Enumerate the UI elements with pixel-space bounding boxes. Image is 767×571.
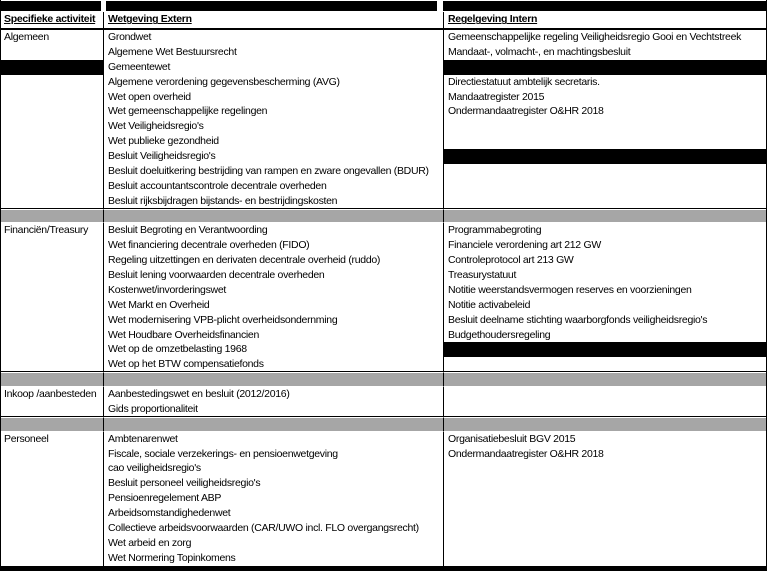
table-row [1,313,766,328]
intern-cell [443,372,766,387]
activity-cell [1,447,103,462]
extern-cell: Ambtenarenwet [103,432,443,447]
extern-cell: Arbeidsomstandighedenwet [103,506,443,521]
table-row [1,75,766,90]
intern-cell: Gemeenschappelijke regeling Veiligheidsregio Gooi en Vechtstreek [443,30,766,45]
activity-cell [1,313,103,328]
table-row [1,357,766,372]
table-row [1,447,766,462]
extern-cell: Besluit doeluitkering bestrijding van rampen en zware ongevallen (BDUR) [103,164,443,179]
top-black-bar [1,0,766,12]
extern-cell: Wet gemeenschappelijke regelingen [103,104,443,119]
table-row [1,551,766,566]
extern-cell: Kostenwet/invorderingswet [103,283,443,298]
activity-cell [1,506,103,521]
intern-cell [443,521,766,536]
intern-cell [443,506,766,521]
activity-cell [1,134,103,149]
activity-cell [1,372,103,387]
activity-cell: Algemeen [4,31,49,43]
table-row [1,268,766,283]
table-row [1,432,766,447]
intern-cell [443,60,766,75]
activity-cell [1,104,103,119]
top-bar-segment-activity [1,1,101,11]
intern-cell [443,417,766,432]
table-row [1,387,766,402]
activity-cell [1,60,103,75]
activity-cell [1,238,103,253]
activity-cell [1,357,103,371]
table-row [1,476,766,491]
intern-cell: Notitie weerstandsvermogen reserves en voorzieningen [443,283,766,298]
intern-cell [443,476,766,491]
extern-cell: Wet modernisering VPB-plicht overheidsondernming [103,313,443,328]
table-row [1,506,766,521]
intern-cell [443,402,766,416]
extern-cell [103,209,443,224]
activity-cell [1,298,103,313]
intern-cell: Notitie activabeleid [443,298,766,313]
activity-cell [1,461,103,476]
activity-cell [1,342,103,357]
activity-cell [1,149,103,164]
intern-cell [443,357,766,371]
activity-cell [1,90,103,105]
extern-cell: Besluit personeel veiligheidsregio's [103,476,443,491]
table-row [1,461,766,476]
top-bar-segment-extern [106,1,437,11]
activity-cell [1,119,103,134]
extern-cell: Wet Houdbare Overheidsfinancien [103,328,443,343]
intern-cell: Mandaat-, volmacht-, en machtingsbesluit [443,45,766,60]
intern-cell: Ondermandaatregister O&HR 2018 [443,104,766,119]
intern-cell [443,194,766,208]
activity-cell [1,253,103,268]
extern-cell: Regeling uitzettingen en derivaten decentrale overheid (ruddo) [103,253,443,268]
intern-cell: Treasurystatuut [443,268,766,283]
extern-cell: cao veiligheidsregio's [103,461,443,476]
activity-cell: Personeel [4,432,49,445]
activity-cell [1,402,103,416]
extern-cell: Besluit rijksbijdragen bijstands- en bestrijdingskosten [103,194,443,208]
bottom-black-bar [1,566,766,571]
intern-cell [443,461,766,476]
table-row [1,342,766,357]
intern-cell: Controleprotocol art 213 GW [443,253,766,268]
intern-cell [443,536,766,551]
table-row [1,179,766,194]
table-body [1,30,766,566]
extern-cell: Gemeentewet [103,60,443,75]
extern-cell: Pensioenregelement ABP [103,491,443,506]
activity-cell [1,194,103,208]
table-row [1,164,766,179]
extern-cell: Aanbestedingswet en besluit (2012/2016) [103,387,443,402]
table-row [1,60,766,75]
activity-cell: Financiën/Treasury [4,224,89,237]
intern-cell [443,387,766,402]
intern-cell [443,134,766,149]
table-row [1,104,766,119]
extern-cell: Wet publieke gezondheid [103,134,443,149]
activity-cell [1,179,103,194]
extern-cell: Wet op de omzetbelasting 1968 [103,342,443,357]
extern-cell: Wet op het BTW compensatiefonds [103,357,443,371]
intern-cell [443,149,766,164]
intern-cell: Mandaatregister 2015 [443,90,766,105]
table-row [1,194,766,209]
intern-cell: Organisatiebesluit BGV 2015 [443,432,766,447]
intern-cell [443,551,766,566]
intern-cell [443,342,766,357]
activity-cell [1,536,103,551]
activity-cell [1,328,103,343]
section-divider-row [1,372,766,387]
table-row [1,30,766,45]
extern-cell: Besluit accountantscontrole decentrale overheden [103,179,443,194]
table-row [1,298,766,313]
intern-cell [443,119,766,134]
intern-cell: Financiele verordening art 212 GW [443,238,766,253]
extern-cell: Besluit Veiligheidsregio's [103,149,443,164]
table-header-row [1,12,766,30]
table-row [1,328,766,343]
activity-cell [1,417,103,432]
intern-cell: Programmabegroting [443,223,766,238]
table-row [1,283,766,298]
table-row [1,521,766,536]
extern-cell: Wet arbeid en zorg [103,536,443,551]
extern-cell: Algemene Wet Bestuursrecht [103,45,443,60]
intern-cell [443,164,766,179]
extern-cell: Grondwet [103,30,443,45]
table-row [1,149,766,164]
extern-cell: Wet Normering Topinkomens [103,551,443,566]
intern-cell: Ondermandaatregister O&HR 2018 [443,447,766,462]
extern-cell [103,372,443,387]
activity-cell [1,521,103,536]
extern-cell [103,417,443,432]
activity-cell [1,75,103,90]
intern-cell [443,179,766,194]
section-divider-row [1,209,766,224]
column-header-intern: Regelgeving Intern [443,12,766,28]
extern-cell: Fiscale, sociale verzekerings- en pensioenwetgeving [103,447,443,462]
top-bar-segment-intern [443,1,766,11]
column-header-activity: Specifieke activiteit [4,13,96,26]
activity-cell: Inkoop /aanbesteden [4,388,97,400]
extern-cell: Collectieve arbeidsvoorwaarden (CAR/UWO incl. FLO overgangsrecht) [103,521,443,536]
extern-cell: Besluit Begroting en Verantwoording [103,223,443,238]
table-row [1,223,766,238]
activity-cell [1,45,103,60]
intern-cell: Directiestatuut ambtelijk secretaris. [443,75,766,90]
activity-cell [1,268,103,283]
activity-cell [1,491,103,506]
activity-cell [1,476,103,491]
activity-cell [1,164,103,179]
table-row [1,402,766,417]
intern-cell: Besluit deelname stichting waarborgfonds veiligheidsregio's [443,313,766,328]
intern-cell [443,209,766,224]
section-divider-row [1,417,766,432]
activity-cell [1,283,103,298]
table-row [1,238,766,253]
extern-cell: Wet Veiligheidsregio's [103,119,443,134]
activity-cell [1,209,103,224]
table-row [1,536,766,551]
extern-cell: Algemene verordening gegevensbescherming (AVG) [103,75,443,90]
table-row [1,90,766,105]
extern-cell: Wet Markt en Overheid [103,298,443,313]
table-row [1,253,766,268]
table-row [1,491,766,506]
extern-cell: Wet financiering decentrale overheden (FIDO) [103,238,443,253]
extern-cell: Gids proportionaliteit [103,402,443,416]
column-header-extern: Wetgeving Extern [103,12,443,28]
table-row [1,119,766,134]
intern-cell [443,491,766,506]
table-row [1,134,766,149]
table-row [1,45,766,60]
extern-cell: Besluit lening voorwaarden decentrale overheden [103,268,443,283]
extern-cell: Wet open overheid [103,90,443,105]
intern-cell: Budgethoudersregeling [443,328,766,343]
activity-cell [1,551,103,566]
